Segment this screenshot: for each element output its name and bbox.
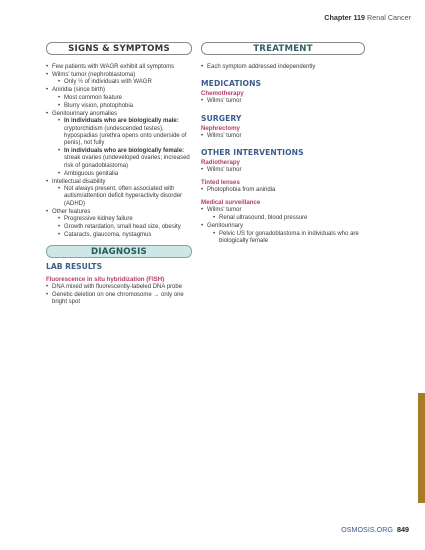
sub-list-text: Progressive kidney failure bbox=[64, 216, 133, 223]
page-number: 849 bbox=[397, 525, 409, 534]
page-footer bbox=[341, 525, 409, 534]
right-column bbox=[201, 42, 365, 246]
diagnosis-heading: DIAGNOSIS bbox=[46, 245, 192, 258]
list-item-label: Other features bbox=[52, 208, 91, 215]
medical-surveillance-heading: Medical surveillance bbox=[201, 199, 261, 207]
list-item-label: Wilms' tumor bbox=[207, 207, 242, 214]
list-item: • Wilms' tumor bbox=[201, 167, 365, 174]
sub-list-text: Ambiguous genitalia bbox=[64, 170, 119, 177]
sub-list-text: Cataracts, glaucoma, nystagmus bbox=[64, 231, 152, 238]
chapter-title: Renal Cancer bbox=[367, 13, 411, 22]
list-item: • Genetic deletion on one chromosome → only one bright spot bbox=[46, 292, 192, 307]
sub-list-text: streak ovaries (undeveloped ovaries; increased risk of gonadoblastoma) bbox=[64, 155, 190, 169]
site-name: OSMOSIS.ORG bbox=[341, 525, 393, 534]
chapter-number: Chapter 119 bbox=[324, 13, 366, 22]
sub-list-item bbox=[58, 79, 192, 86]
lab-results-heading: LAB RESULTS bbox=[46, 262, 103, 272]
sub-list-item bbox=[58, 95, 192, 102]
fish-heading: Fluorescence in situ hybridization (FISH) bbox=[46, 276, 165, 284]
list-item-label: Few patients with WAGR exhibit all symptoms bbox=[52, 64, 175, 70]
sub-list-item bbox=[58, 103, 192, 110]
sub-list bbox=[52, 95, 192, 110]
sub-list bbox=[52, 79, 192, 86]
sub-list-text: Not always present, often associated with autism/attention deficit hyperactivity disorder (ADHD) bbox=[64, 186, 183, 207]
list-item: • Each symptom addressed independently bbox=[201, 64, 365, 71]
sub-list bbox=[207, 215, 365, 222]
list-item-label: Intellectual disability bbox=[52, 178, 106, 185]
chemotherapy-heading: Chemotherapy bbox=[201, 90, 244, 98]
emphasis-text: In individuals who are biologically female: bbox=[64, 148, 185, 155]
list-item-label: Wilms' tumor (nephroblastoma) bbox=[52, 71, 136, 78]
sub-list-item: • Pelvic US for gonadoblastoma in individuals who are biologically female bbox=[213, 231, 365, 246]
sub-list-text: Growth retardation, small head size, obesity bbox=[64, 224, 181, 231]
list-item-label: Genitourinary anomalies bbox=[52, 110, 118, 117]
chapter-tab-marker bbox=[418, 393, 425, 503]
radiotherapy-heading: Radiotherapy bbox=[201, 158, 240, 166]
sub-list bbox=[52, 186, 192, 208]
list-item: • Wilms' tumor bbox=[201, 133, 365, 140]
radiotherapy-list bbox=[201, 167, 365, 174]
sub-list-item bbox=[58, 171, 192, 178]
surgery-heading: SURGERY bbox=[201, 113, 242, 123]
other-interventions-heading: OTHER INTERVENTIONS bbox=[201, 147, 304, 157]
sub-list bbox=[207, 231, 365, 246]
emphasis-text: In individuals who are biologically male: bbox=[64, 118, 179, 125]
list-item bbox=[46, 87, 192, 110]
list-item-label: Genitourinary bbox=[207, 222, 244, 229]
sub-list-item: • Renal ultrasound, blood pressure bbox=[213, 215, 365, 222]
sub-list-item bbox=[58, 186, 192, 208]
sub-list bbox=[52, 216, 192, 239]
signs-symptoms-heading: SIGNS & SYMPTOMS bbox=[46, 42, 192, 55]
list-item bbox=[46, 111, 192, 178]
list-item bbox=[46, 72, 192, 87]
fish-list bbox=[46, 284, 192, 306]
sub-list-item bbox=[58, 148, 192, 170]
treatment-heading: TREATMENT bbox=[201, 42, 365, 55]
list-item: • Photophobia from aniridia bbox=[201, 187, 365, 194]
tinted-lenses-heading: Tinted lenses bbox=[201, 179, 240, 187]
sub-list-text: Blurry vision, photophobia bbox=[64, 102, 134, 109]
list-item bbox=[46, 179, 192, 208]
list-item bbox=[201, 207, 365, 222]
sub-list-item bbox=[58, 118, 192, 147]
sub-list-text: Most common feature bbox=[64, 94, 123, 101]
list-item bbox=[201, 223, 365, 245]
sub-list-text: Only ½ of individuals with WAGR bbox=[64, 79, 152, 86]
list-item bbox=[46, 64, 192, 71]
signs-list bbox=[46, 64, 192, 239]
left-column bbox=[46, 42, 192, 307]
medications-heading: MEDICATIONS bbox=[201, 79, 262, 89]
list-item bbox=[46, 209, 192, 240]
tinted-lenses-list bbox=[201, 187, 365, 194]
list-item: • DNA mixed with fluorescently-labeled DNA probe bbox=[46, 284, 192, 291]
surveillance-list bbox=[201, 207, 365, 245]
list-item-label: Aniridia (since birth) bbox=[52, 87, 106, 94]
nephrectomy-list bbox=[201, 133, 365, 140]
sub-list bbox=[52, 118, 192, 178]
list-item: • Wilms' tumor bbox=[201, 98, 365, 105]
chemotherapy-list bbox=[201, 98, 365, 105]
running-header bbox=[324, 13, 411, 22]
sub-list-item bbox=[58, 216, 192, 223]
sub-list-item bbox=[58, 232, 192, 239]
sub-list-item bbox=[58, 224, 192, 231]
treatment-intro-list bbox=[201, 64, 365, 71]
sub-list-text: cryptorchidism (undescended testes), hypospadias (urethra opens onto underside of penis), not fully bbox=[64, 125, 187, 147]
nephrectomy-heading: Nephrectomy bbox=[201, 124, 240, 132]
